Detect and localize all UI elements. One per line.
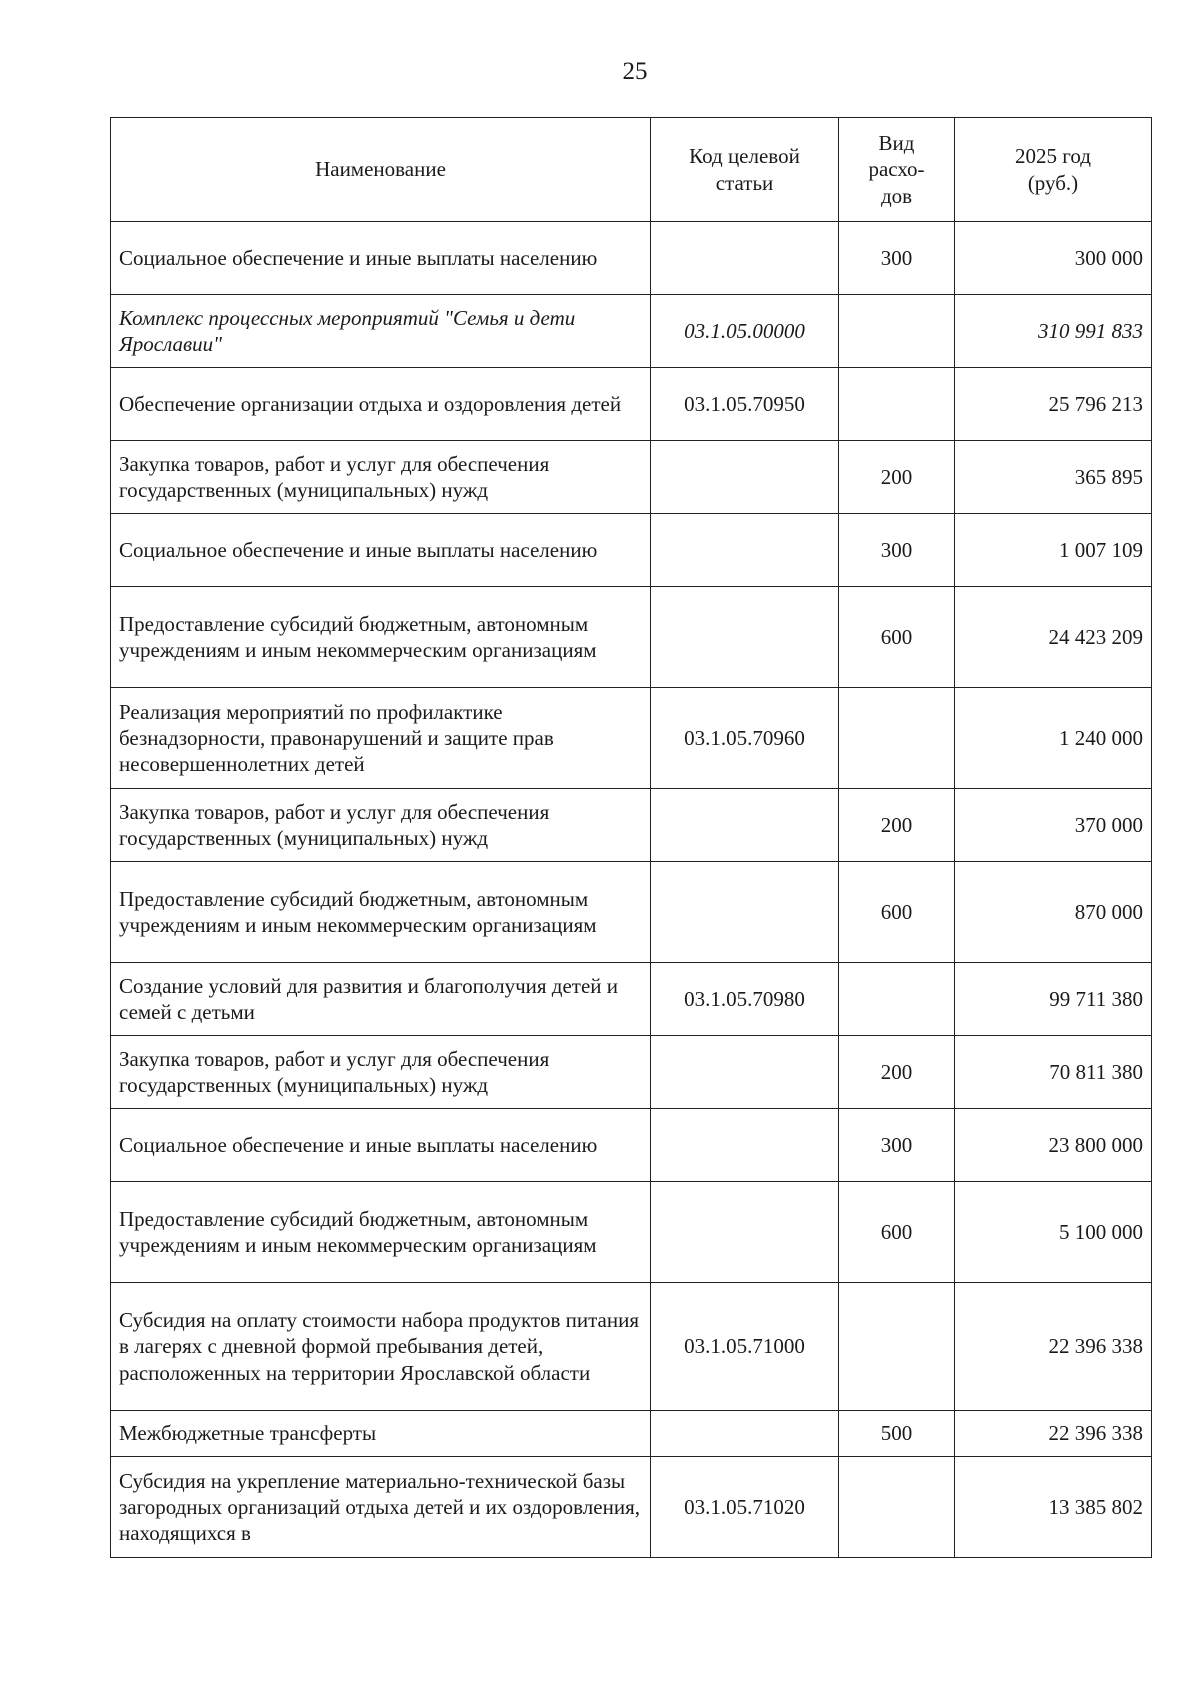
header-kind xyxy=(839,118,955,222)
row-code xyxy=(651,1109,839,1182)
row-code xyxy=(651,222,839,295)
row-name: Создание условий для развития и благополучия детей и семей с детьми xyxy=(111,963,651,1036)
row-sum: 310 991 833 xyxy=(955,295,1152,368)
row-name: Предоставление субсидий бюджетным, автономным учреждениям и иным некоммерческим организациям xyxy=(111,862,651,963)
row-name: Субсидия на оплату стоимости набора продуктов питания в лагерях с дневной формой пребывания детей, расположенных на территории Ярославской области xyxy=(111,1283,651,1411)
row-kind: 200 xyxy=(839,441,955,514)
row-sum: 70 811 380 xyxy=(955,1036,1152,1109)
row-code: 03.1.05.70980 xyxy=(651,963,839,1036)
page-number: 25 xyxy=(622,58,648,85)
table-row xyxy=(111,222,1152,295)
table-row xyxy=(111,1182,1152,1283)
row-kind: 200 xyxy=(839,789,955,862)
row-code xyxy=(651,1411,839,1457)
row-code: 03.1.05.71020 xyxy=(651,1457,839,1558)
row-kind xyxy=(839,368,955,441)
row-code xyxy=(651,587,839,688)
row-code: 03.1.05.00000 xyxy=(651,295,839,368)
row-code xyxy=(651,1036,839,1109)
row-kind: 600 xyxy=(839,587,955,688)
row-kind xyxy=(839,1283,955,1411)
header-name: Наименование xyxy=(111,118,651,222)
row-sum: 24 423 209 xyxy=(955,587,1152,688)
row-sum: 99 711 380 xyxy=(955,963,1152,1036)
row-name: Предоставление субсидий бюджетным, автономным учреждениям и иным некоммерческим организациям xyxy=(111,587,651,688)
row-name: Закупка товаров, работ и услуг для обеспечения государственных (муниципальных) нужд xyxy=(111,789,651,862)
row-code xyxy=(651,862,839,963)
table-row xyxy=(111,295,1152,368)
row-name: Социальное обеспечение и иные выплаты населению xyxy=(111,1109,651,1182)
table-row xyxy=(111,862,1152,963)
row-code: 03.1.05.70950 xyxy=(651,368,839,441)
row-code: 03.1.05.70960 xyxy=(651,688,839,789)
row-code xyxy=(651,441,839,514)
header-kind-text: Вид расхо-дов xyxy=(868,131,925,208)
table-row xyxy=(111,1457,1152,1558)
table-header-row xyxy=(111,118,1152,222)
table-row xyxy=(111,1036,1152,1109)
table-row xyxy=(111,514,1152,587)
table-row xyxy=(111,1283,1152,1411)
table-row xyxy=(111,587,1152,688)
row-sum: 365 895 xyxy=(955,441,1152,514)
header-code-text: Код целевой статьи xyxy=(689,144,800,195)
header-sum-text: 2025 год (руб.) xyxy=(1015,144,1091,195)
row-sum: 25 796 213 xyxy=(955,368,1152,441)
row-code xyxy=(651,1182,839,1283)
table-row xyxy=(111,963,1152,1036)
row-sum: 13 385 802 xyxy=(955,1457,1152,1558)
row-code xyxy=(651,514,839,587)
row-kind xyxy=(839,295,955,368)
table-row xyxy=(111,688,1152,789)
row-name: Социальное обеспечение и иные выплаты населению xyxy=(111,222,651,295)
row-kind xyxy=(839,688,955,789)
row-sum: 22 396 338 xyxy=(955,1283,1152,1411)
row-name: Закупка товаров, работ и услуг для обеспечения государственных (муниципальных) нужд xyxy=(111,1036,651,1109)
row-name: Межбюджетные трансферты xyxy=(111,1411,651,1457)
row-kind: 600 xyxy=(839,1182,955,1283)
row-kind xyxy=(839,1457,955,1558)
row-kind: 200 xyxy=(839,1036,955,1109)
row-name: Предоставление субсидий бюджетным, автономным учреждениям и иным некоммерческим организациям xyxy=(111,1182,651,1283)
row-sum: 870 000 xyxy=(955,862,1152,963)
table-row xyxy=(111,1109,1152,1182)
row-name: Субсидия на укрепление материально-технической базы загородных организаций отдыха детей и их оздоровления, находящихся в xyxy=(111,1457,651,1558)
row-sum: 1 007 109 xyxy=(955,514,1152,587)
header-sum xyxy=(955,118,1152,222)
row-name: Социальное обеспечение и иные выплаты населению xyxy=(111,514,651,587)
row-kind: 300 xyxy=(839,514,955,587)
row-sum: 300 000 xyxy=(955,222,1152,295)
row-name: Закупка товаров, работ и услуг для обеспечения государственных (муниципальных) нужд xyxy=(111,441,651,514)
row-name: Обеспечение организации отдыха и оздоровления детей xyxy=(111,368,651,441)
row-kind: 300 xyxy=(839,222,955,295)
row-sum: 22 396 338 xyxy=(955,1411,1152,1457)
row-name: Реализация мероприятий по профилактике безнадзорности, правонарушений и защите прав несовершеннолетних детей xyxy=(111,688,651,789)
budget-table xyxy=(110,117,1152,1558)
row-code xyxy=(651,789,839,862)
row-sum: 370 000 xyxy=(955,789,1152,862)
row-kind: 300 xyxy=(839,1109,955,1182)
row-kind xyxy=(839,963,955,1036)
table-row xyxy=(111,1411,1152,1457)
row-sum: 1 240 000 xyxy=(955,688,1152,789)
row-code: 03.1.05.71000 xyxy=(651,1283,839,1411)
header-code xyxy=(651,118,839,222)
row-kind: 600 xyxy=(839,862,955,963)
row-name: Комплекс процессных мероприятий "Семья и дети Ярославии" xyxy=(111,295,651,368)
table-row xyxy=(111,441,1152,514)
row-sum: 5 100 000 xyxy=(955,1182,1152,1283)
row-sum: 23 800 000 xyxy=(955,1109,1152,1182)
row-kind: 500 xyxy=(839,1411,955,1457)
table-row xyxy=(111,368,1152,441)
table-row xyxy=(111,789,1152,862)
